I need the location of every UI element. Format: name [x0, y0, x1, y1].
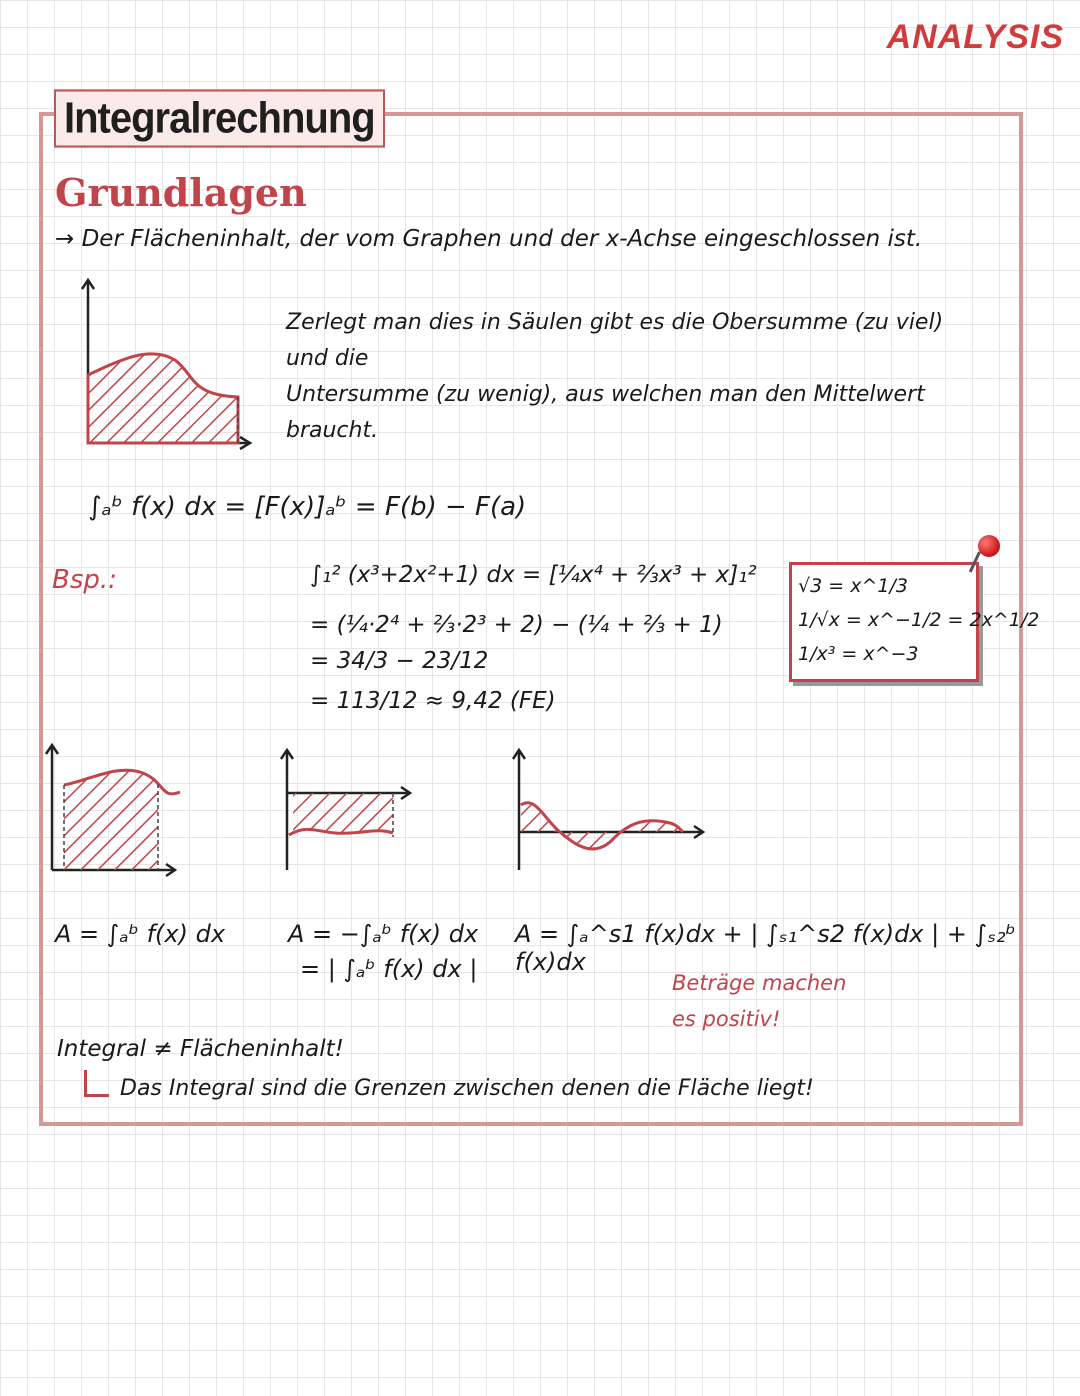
conclusion-line-2: Das Integral sind die Grenzen zwischen denen die Fläche liegt! — [120, 1076, 814, 1101]
graph-positive-area — [40, 740, 190, 880]
betrag-note-line-2: es positiv! — [672, 1007, 781, 1031]
example-step-1: ∫₁² (x³+2x²+1) dx = [¼x⁴ + ⅔x³ + x]₁² — [310, 562, 757, 588]
rule-3: 1/x³ = x^−3 — [798, 643, 919, 665]
graph-mixed-area — [505, 745, 715, 875]
description — [286, 305, 986, 449]
page-title: Integralrechnung — [54, 89, 385, 147]
area-formula-negative-abs: = | ∫ₐᵇ f(x) dx | — [300, 955, 478, 983]
pin-icon — [978, 535, 1000, 557]
area-formula-positive: A = ∫ₐᵇ f(x) dx — [55, 920, 226, 948]
conclusion-line-1: Integral ≠ Flächeninhalt! — [57, 1036, 344, 1062]
area-formula-negative: A = −∫ₐᵇ f(x) dx — [288, 920, 479, 948]
rule-1: √3 = x^1/3 — [798, 575, 908, 597]
graph-area-under-curve — [70, 275, 260, 465]
betrag-note-line-1: Beträge machen — [672, 971, 847, 995]
example-label: Bsp.: — [52, 565, 117, 595]
betrag-note — [672, 965, 846, 1037]
root-rules-note — [789, 562, 1040, 682]
intro-text: → Der Flächeninhalt, der vom Graphen und der x-Achse eingeschlossen ist. — [55, 226, 923, 252]
example-step-3: = 34/3 − 23/12 — [310, 648, 489, 674]
subject-label: ANALYSIS — [886, 18, 1064, 56]
main-formula: ∫ₐᵇ f(x) dx = [F(x)]ₐᵇ = F(b) − F(a) — [88, 492, 527, 522]
section-heading: Grundlagen — [55, 170, 307, 215]
description-line-1: Zerlegt man dies in Säulen gibt es die Obersumme (zu viel) und die — [286, 310, 944, 371]
arrow-icon — [84, 1070, 109, 1097]
example-step-4: = 113/12 ≈ 9,42 (FE) — [310, 688, 556, 714]
area-formula-mixed: A = ∫ₐ^s1 f(x)dx + | ∫ₛ₁^s2 f(x)dx | + ∫ₛ₂ᵇ f(x)dx — [515, 920, 1016, 976]
rule-2: 1/√x = x^−1/2 = 2x^1/2 — [798, 609, 1040, 631]
example-step-2: = (¼·2⁴ + ⅔·2³ + 2) − (¼ + ⅔ + 1) — [310, 612, 723, 638]
graph-negative-area — [275, 745, 415, 875]
description-line-2: Untersumme (zu wenig), aus welchen man den Mittelwert braucht. — [286, 382, 925, 443]
